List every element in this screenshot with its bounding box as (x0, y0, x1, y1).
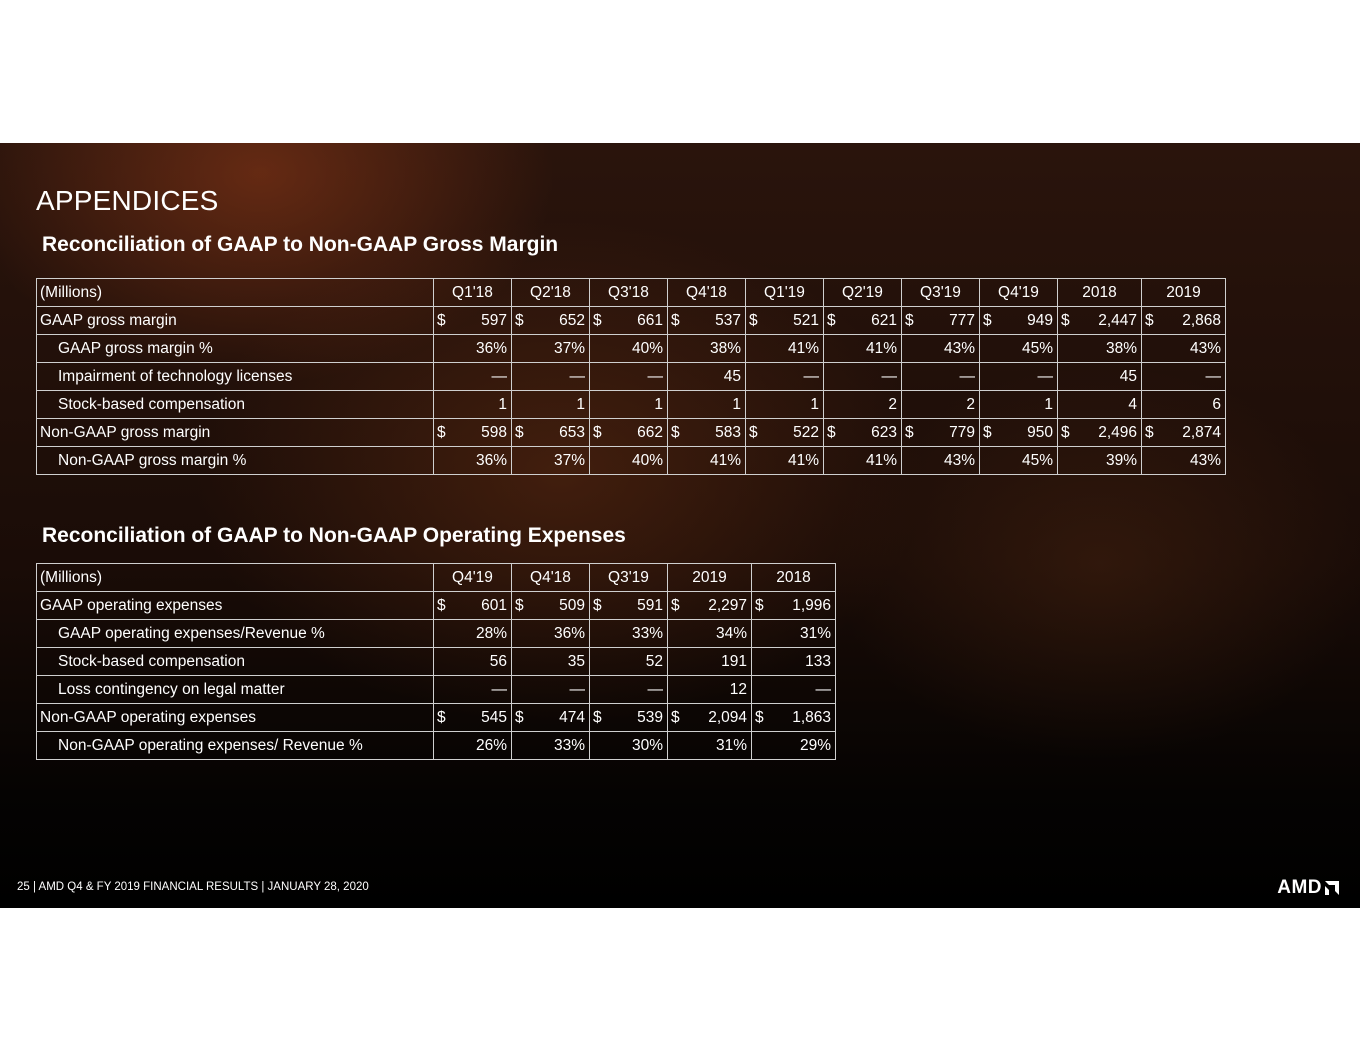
table-cell: 38% (1058, 335, 1142, 363)
row-label: Non-GAAP operating expenses (37, 704, 434, 732)
currency-cell (983, 312, 1053, 330)
table-cell: — (590, 363, 668, 391)
table-cell: 40% (590, 335, 668, 363)
column-header: Q1'19 (746, 279, 824, 307)
cell-value: 521 (793, 311, 819, 329)
cell-value: 474 (559, 708, 585, 726)
currency-cell (983, 424, 1053, 442)
row-label: GAAP operating expenses/Revenue % (37, 620, 434, 648)
table-cell: 41% (668, 447, 746, 475)
currency-symbol: $ (671, 708, 680, 726)
table-cell: 31% (752, 620, 836, 648)
row-label: GAAP gross margin % (37, 335, 434, 363)
table-cell: 41% (824, 335, 902, 363)
currency-symbol: $ (593, 423, 602, 441)
currency-cell (755, 597, 831, 615)
table-cell: — (512, 676, 590, 704)
table-cell: — (512, 363, 590, 391)
currency-cell (671, 312, 741, 330)
cell-value: 545 (481, 708, 507, 726)
currency-symbol: $ (437, 311, 446, 329)
cell-value: 2,868 (1182, 311, 1221, 329)
operating-expenses-heading: Reconciliation of GAAP to Non-GAAP Operating Expenses (42, 524, 626, 547)
table-cell: 31% (668, 732, 752, 760)
units-header: (Millions) (37, 279, 434, 307)
currency-cell (437, 424, 507, 442)
cell-value: 583 (715, 423, 741, 441)
table-cell: 33% (512, 732, 590, 760)
table-cell (512, 419, 590, 447)
table-cell (434, 592, 512, 620)
currency-cell (593, 424, 663, 442)
cell-value: 623 (871, 423, 897, 441)
table-cell (590, 307, 668, 335)
table-cell: 56 (434, 648, 512, 676)
table-cell: 6 (1142, 391, 1226, 419)
cell-value: 601 (481, 596, 507, 614)
currency-cell (1145, 312, 1221, 330)
currency-symbol: $ (755, 596, 764, 614)
table-cell: 1 (980, 391, 1058, 419)
currency-cell (1061, 312, 1137, 330)
table-cell: — (752, 676, 836, 704)
currency-cell (749, 424, 819, 442)
table-row (37, 620, 836, 648)
column-header: Q3'19 (902, 279, 980, 307)
row-label: Impairment of technology licenses (37, 363, 434, 391)
table-cell (668, 704, 752, 732)
currency-cell (593, 312, 663, 330)
column-header: 2018 (1058, 279, 1142, 307)
table-cell: 36% (512, 620, 590, 648)
currency-cell (827, 424, 897, 442)
table-cell (668, 419, 746, 447)
table-cell: — (434, 363, 512, 391)
table-cell: 2 (902, 391, 980, 419)
currency-symbol: $ (437, 423, 446, 441)
footer-text: 25 | AMD Q4 & FY 2019 FINANCIAL RESULTS | JANUARY 28, 2020 (17, 881, 369, 893)
table-cell: 30% (590, 732, 668, 760)
cell-value: 2,094 (708, 708, 747, 726)
gross-margin-table (36, 278, 1226, 475)
table-cell: 1 (668, 391, 746, 419)
column-header: Q2'18 (512, 279, 590, 307)
table-cell: 191 (668, 648, 752, 676)
table-row (37, 592, 836, 620)
table-cell: 1 (434, 391, 512, 419)
table-cell: 29% (752, 732, 836, 760)
table-cell: 43% (902, 447, 980, 475)
table-cell (668, 307, 746, 335)
column-header: 2019 (1142, 279, 1226, 307)
table-row (37, 419, 1226, 447)
currency-cell (827, 312, 897, 330)
amd-arrow-icon (1324, 880, 1340, 896)
row-label: GAAP gross margin (37, 307, 434, 335)
currency-cell (1145, 424, 1221, 442)
table-cell: 43% (1142, 447, 1226, 475)
currency-symbol: $ (1061, 311, 1070, 329)
cell-value: 537 (715, 311, 741, 329)
row-label: Loss contingency on legal matter (37, 676, 434, 704)
row-label: Non-GAAP operating expenses/ Revenue % (37, 732, 434, 760)
table-row (37, 704, 836, 732)
cell-value: 539 (637, 708, 663, 726)
table-cell: 37% (512, 447, 590, 475)
cell-value: 2,297 (708, 596, 747, 614)
table-cell (824, 307, 902, 335)
table-cell: 4 (1058, 391, 1142, 419)
currency-cell (437, 709, 507, 727)
currency-symbol: $ (515, 708, 524, 726)
row-label: Stock-based compensation (37, 648, 434, 676)
gross-margin-heading: Reconciliation of GAAP to Non-GAAP Gross Margin (42, 233, 559, 256)
table-cell (746, 307, 824, 335)
table-cell (902, 419, 980, 447)
cell-value: 653 (559, 423, 585, 441)
table-cell: 41% (824, 447, 902, 475)
table-cell (590, 704, 668, 732)
units-header: (Millions) (37, 564, 434, 592)
operating-expenses-table (36, 563, 836, 760)
table-cell (434, 704, 512, 732)
row-label: Non-GAAP gross margin % (37, 447, 434, 475)
currency-cell (437, 312, 507, 330)
cell-value: 1,996 (792, 596, 831, 614)
table-cell: 38% (668, 335, 746, 363)
table-cell: — (824, 363, 902, 391)
currency-symbol: $ (671, 423, 680, 441)
logo-text: AMD (1277, 877, 1322, 898)
cell-value: 621 (871, 311, 897, 329)
table-cell (590, 592, 668, 620)
table-cell: 36% (434, 447, 512, 475)
currency-cell (671, 424, 741, 442)
cell-value: 591 (637, 596, 663, 614)
cell-value: 597 (481, 311, 507, 329)
row-label: GAAP operating expenses (37, 592, 434, 620)
column-header: Q4'18 (668, 279, 746, 307)
table-cell: 33% (590, 620, 668, 648)
cell-value: 652 (559, 311, 585, 329)
header-row (37, 279, 1226, 307)
table-cell: 34% (668, 620, 752, 648)
table-row (37, 676, 836, 704)
cell-value: 777 (949, 311, 975, 329)
currency-symbol: $ (671, 311, 680, 329)
cell-value: 2,874 (1182, 423, 1221, 441)
table-cell: 1 (746, 391, 824, 419)
table-cell: — (746, 363, 824, 391)
currency-symbol: $ (671, 596, 680, 614)
table-cell (1058, 307, 1142, 335)
cell-value: 779 (949, 423, 975, 441)
currency-symbol: $ (749, 311, 758, 329)
table-row (37, 307, 1226, 335)
currency-cell (671, 709, 747, 727)
currency-symbol: $ (437, 708, 446, 726)
page-title: APPENDICES (36, 185, 219, 216)
currency-cell (905, 312, 975, 330)
cell-value: 509 (559, 596, 585, 614)
cell-value: 1,863 (792, 708, 831, 726)
currency-symbol: $ (515, 596, 524, 614)
table-cell: — (590, 676, 668, 704)
table-row (37, 732, 836, 760)
table-cell: 2 (824, 391, 902, 419)
currency-symbol: $ (515, 311, 524, 329)
cell-value: 2,496 (1098, 423, 1137, 441)
table-cell: 35 (512, 648, 590, 676)
column-header: Q1'18 (434, 279, 512, 307)
column-header: 2018 (752, 564, 836, 592)
cell-value: 522 (793, 423, 819, 441)
table-cell: 43% (1142, 335, 1226, 363)
table-cell (512, 592, 590, 620)
row-label: Stock-based compensation (37, 391, 434, 419)
table-cell (512, 704, 590, 732)
cell-value: 661 (637, 311, 663, 329)
currency-symbol: $ (1061, 423, 1070, 441)
cell-value: 950 (1027, 423, 1053, 441)
column-header: Q4'18 (512, 564, 590, 592)
currency-cell (593, 709, 663, 727)
table-cell: 45% (980, 335, 1058, 363)
currency-symbol: $ (593, 311, 602, 329)
table-cell (1058, 419, 1142, 447)
cell-value: 662 (637, 423, 663, 441)
row-label: Non-GAAP gross margin (37, 419, 434, 447)
table-cell: 41% (746, 447, 824, 475)
currency-symbol: $ (437, 596, 446, 614)
currency-cell (593, 597, 663, 615)
table-cell: — (980, 363, 1058, 391)
table-cell: 43% (902, 335, 980, 363)
currency-symbol: $ (515, 423, 524, 441)
currency-symbol: $ (1145, 311, 1154, 329)
table-cell (746, 419, 824, 447)
currency-cell (1061, 424, 1137, 442)
currency-symbol: $ (905, 423, 914, 441)
table-cell: 36% (434, 335, 512, 363)
currency-symbol: $ (1145, 423, 1154, 441)
table-cell: 133 (752, 648, 836, 676)
table-cell: 41% (746, 335, 824, 363)
currency-cell (755, 709, 831, 727)
column-header: Q2'19 (824, 279, 902, 307)
cell-value: 949 (1027, 311, 1053, 329)
currency-symbol: $ (827, 311, 836, 329)
currency-symbol: $ (593, 708, 602, 726)
table-cell: 26% (434, 732, 512, 760)
table-cell (512, 307, 590, 335)
currency-cell (437, 597, 507, 615)
table-cell (434, 419, 512, 447)
table-cell: 12 (668, 676, 752, 704)
currency-symbol: $ (905, 311, 914, 329)
table-cell: 45 (668, 363, 746, 391)
currency-cell (515, 597, 585, 615)
table-cell: 45 (1058, 363, 1142, 391)
column-header: Q4'19 (434, 564, 512, 592)
column-header: Q4'19 (980, 279, 1058, 307)
table-row (37, 363, 1226, 391)
table-cell (980, 419, 1058, 447)
table-cell: 1 (512, 391, 590, 419)
table-row (37, 335, 1226, 363)
currency-cell (515, 312, 585, 330)
table-row (37, 447, 1226, 475)
table-cell (752, 592, 836, 620)
table-cell (434, 307, 512, 335)
table-cell (590, 419, 668, 447)
table-cell: 37% (512, 335, 590, 363)
table-cell (902, 307, 980, 335)
cell-value: 2,447 (1098, 311, 1137, 329)
table-cell: 1 (590, 391, 668, 419)
table-cell (1142, 307, 1226, 335)
table-cell (980, 307, 1058, 335)
table-cell: 52 (590, 648, 668, 676)
table-row (37, 648, 836, 676)
column-header: Q3'19 (590, 564, 668, 592)
currency-cell (515, 709, 585, 727)
column-header: Q3'18 (590, 279, 668, 307)
table-cell: — (434, 676, 512, 704)
currency-cell (905, 424, 975, 442)
currency-symbol: $ (593, 596, 602, 614)
currency-symbol: $ (755, 708, 764, 726)
table-cell (1142, 419, 1226, 447)
table-cell (824, 419, 902, 447)
table-cell: — (902, 363, 980, 391)
column-header: 2019 (668, 564, 752, 592)
currency-symbol: $ (983, 311, 992, 329)
table-cell: — (1142, 363, 1226, 391)
table-cell: 45% (980, 447, 1058, 475)
table-cell (752, 704, 836, 732)
cell-value: 598 (481, 423, 507, 441)
currency-cell (515, 424, 585, 442)
table-cell: 40% (590, 447, 668, 475)
currency-cell (749, 312, 819, 330)
slide (0, 143, 1360, 908)
currency-symbol: $ (749, 423, 758, 441)
table-cell: 39% (1058, 447, 1142, 475)
currency-symbol: $ (983, 423, 992, 441)
header-row (37, 564, 836, 592)
currency-symbol: $ (827, 423, 836, 441)
table-cell: 28% (434, 620, 512, 648)
currency-cell (671, 597, 747, 615)
table-cell (668, 592, 752, 620)
amd-logo (1277, 877, 1340, 899)
table-row (37, 391, 1226, 419)
